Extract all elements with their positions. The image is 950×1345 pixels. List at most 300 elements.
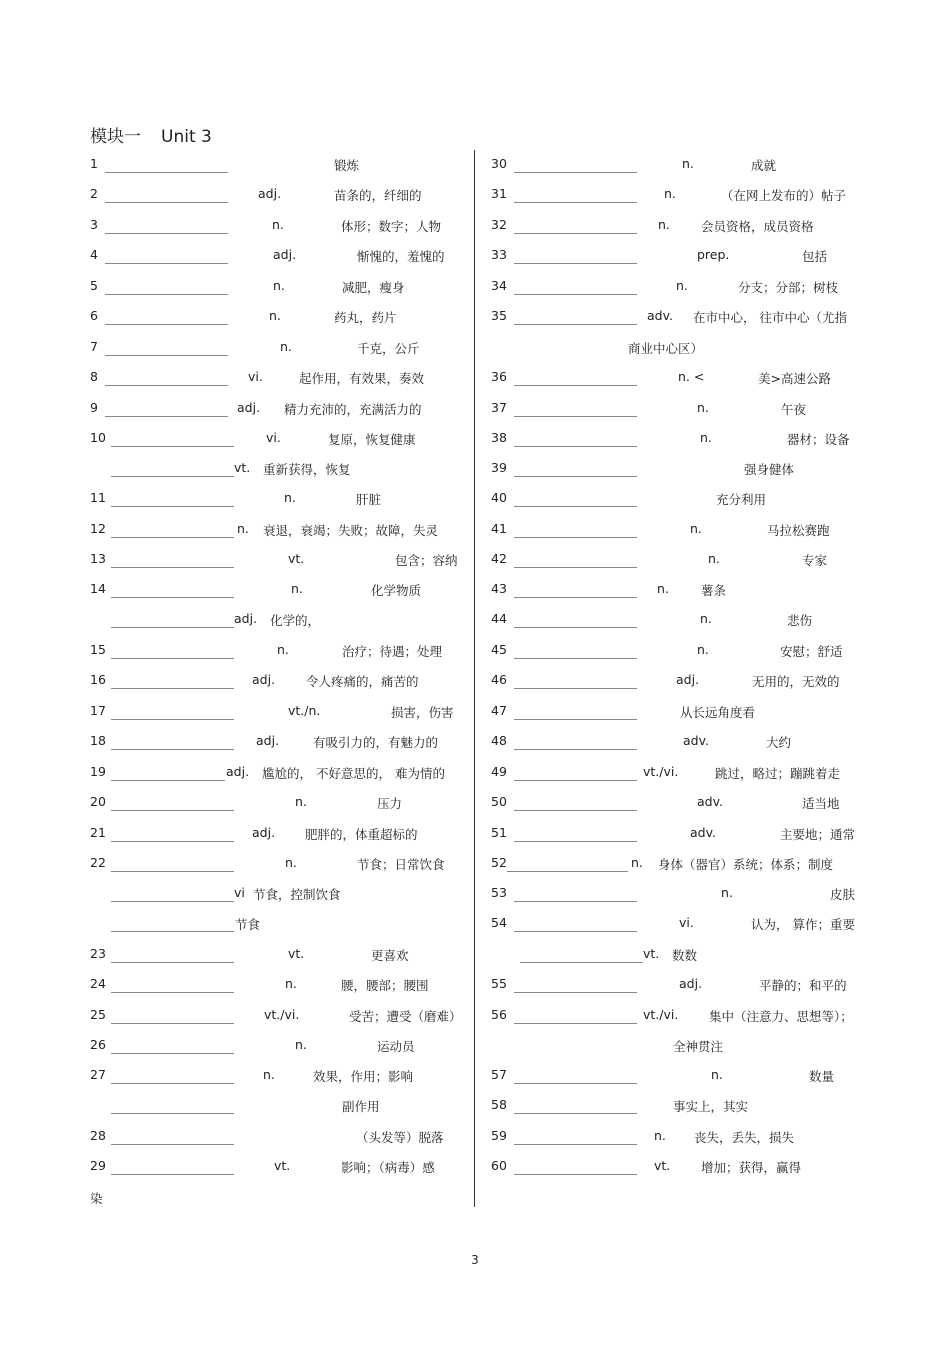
- item-number: 40: [491, 490, 507, 505]
- part-of-speech: adv.: [647, 308, 673, 323]
- answer-blank[interactable]: [514, 416, 637, 417]
- meaning-text: 跳过，略过；蹦跳着走: [715, 766, 841, 781]
- item-number: 25: [90, 1007, 106, 1022]
- item-number: 31: [491, 186, 507, 201]
- answer-blank[interactable]: [105, 233, 228, 234]
- meaning-text: 包含；容纳: [395, 553, 458, 568]
- vocab-row: [491, 642, 871, 662]
- part-of-speech: vt./vi.: [643, 1007, 679, 1022]
- vocab-row: [491, 825, 871, 845]
- answer-blank[interactable]: [514, 324, 637, 325]
- meaning-text: 丧失，丢失，损失: [694, 1130, 795, 1145]
- item-number: 48: [491, 733, 507, 748]
- item-number: 57: [491, 1067, 507, 1082]
- meaning-text: 治疗；待遇；处理: [342, 644, 443, 659]
- meaning-text: 化学物质: [371, 583, 422, 598]
- meaning-text: 薯条: [701, 583, 727, 598]
- answer-blank[interactable]: [111, 931, 234, 932]
- item-number: 28: [90, 1128, 106, 1143]
- vocab-row: [90, 400, 470, 420]
- meaning-text: 大约: [766, 735, 792, 750]
- vocab-row: [491, 1097, 871, 1117]
- answer-blank[interactable]: [111, 597, 234, 598]
- item-number: 14: [90, 581, 106, 596]
- answer-blank[interactable]: [514, 597, 637, 598]
- meaning-text: 增加；获得，赢得: [701, 1160, 802, 1175]
- answer-blank[interactable]: [111, 780, 225, 781]
- part-of-speech: vt.: [288, 551, 305, 566]
- part-of-speech: n.: [273, 278, 285, 293]
- item-number: 50: [491, 794, 507, 809]
- part-of-speech: vt.: [274, 1158, 291, 1173]
- part-of-speech: n.: [697, 642, 709, 657]
- answer-blank[interactable]: [520, 962, 643, 963]
- item-number: 32: [491, 217, 507, 232]
- part-of-speech: vt./vi.: [264, 1007, 300, 1022]
- answer-blank[interactable]: [111, 1174, 234, 1175]
- answer-blank[interactable]: [111, 476, 234, 477]
- part-of-speech: vi.: [248, 369, 263, 384]
- vocab-row: [90, 1128, 470, 1148]
- meaning-text: 效果，作用；影响: [313, 1069, 414, 1084]
- vocab-row: [491, 217, 871, 237]
- meaning-text: 悲伤: [787, 613, 813, 628]
- answer-blank[interactable]: [105, 263, 228, 264]
- part-of-speech: adj.: [252, 825, 276, 840]
- part-of-speech: n.: [272, 217, 284, 232]
- vocab-row: [491, 1067, 871, 1087]
- answer-blank[interactable]: [514, 172, 637, 173]
- answer-blank[interactable]: [514, 1023, 637, 1024]
- column-divider: [474, 150, 475, 1207]
- part-of-speech: vi.: [266, 430, 281, 445]
- vocab-row: [90, 490, 470, 510]
- part-of-speech: n.: [237, 521, 249, 536]
- meaning-text: 锻炼: [334, 158, 360, 173]
- part-of-speech: n.: [284, 490, 296, 505]
- item-number: 18: [90, 733, 106, 748]
- part-of-speech: n.: [700, 611, 712, 626]
- answer-blank[interactable]: [105, 324, 228, 325]
- answer-blank[interactable]: [514, 627, 637, 628]
- answer-blank[interactable]: [514, 810, 637, 811]
- vocab-row: [90, 825, 470, 845]
- meaning-text: 惭愧的，羞愧的: [357, 249, 445, 264]
- part-of-speech: vt./vi.: [643, 764, 679, 779]
- answer-blank[interactable]: [514, 1174, 637, 1175]
- part-of-speech: n.: [697, 400, 709, 415]
- answer-blank[interactable]: [514, 841, 637, 842]
- vocab-row: [491, 794, 871, 814]
- answer-blank[interactable]: [105, 385, 228, 386]
- part-of-speech: n.: [682, 156, 694, 171]
- vocab-row: [90, 1097, 470, 1117]
- part-of-speech: adv.: [690, 825, 716, 840]
- meaning-text: 染: [90, 1191, 103, 1206]
- meaning-text: 腰，腰部；腰围: [341, 978, 429, 993]
- meaning-text: 肥胖的，体重超标的: [305, 827, 418, 842]
- vocab-row: [491, 278, 871, 298]
- meaning-text: 认为， 算作；重要: [751, 917, 855, 932]
- item-number: 22: [90, 855, 106, 870]
- answer-blank[interactable]: [514, 202, 637, 203]
- part-of-speech: vt.: [288, 946, 305, 961]
- vocab-row: [90, 430, 470, 450]
- meaning-text: 肝脏: [356, 492, 382, 507]
- item-number: 30: [491, 156, 507, 171]
- item-number: 43: [491, 581, 507, 596]
- vocab-row: [90, 1007, 470, 1027]
- item-number: 41: [491, 521, 507, 536]
- vocab-row: [491, 855, 871, 875]
- vocab-row: [491, 400, 871, 420]
- part-of-speech: n.: [263, 1067, 275, 1082]
- vocab-row: [90, 247, 470, 267]
- answer-blank[interactable]: [514, 506, 637, 507]
- part-of-speech: n.: [657, 581, 669, 596]
- answer-blank[interactable]: [111, 506, 234, 507]
- part-of-speech: vt.: [654, 1158, 671, 1173]
- answer-blank[interactable]: [111, 567, 234, 568]
- item-number: 37: [491, 400, 507, 415]
- vocab-row: [90, 581, 470, 601]
- meaning-text: 马拉松赛跑: [767, 523, 830, 538]
- item-number: 20: [90, 794, 106, 809]
- answer-blank[interactable]: [105, 294, 228, 295]
- meaning-text: 成就: [751, 158, 777, 173]
- part-of-speech: n.: [654, 1128, 666, 1143]
- answer-blank[interactable]: [514, 749, 637, 750]
- meaning-text: 影响；（病毒）感: [341, 1160, 435, 1175]
- vocab-row: [491, 247, 871, 267]
- item-number: 49: [491, 764, 507, 779]
- item-number: 17: [90, 703, 106, 718]
- answer-blank[interactable]: [105, 355, 228, 356]
- vocab-row: [491, 703, 871, 723]
- meaning-text: 充分利用: [716, 492, 767, 507]
- vocab-row: [491, 308, 871, 328]
- part-of-speech: n.: [295, 1037, 307, 1052]
- vocab-row: [90, 156, 470, 176]
- answer-blank[interactable]: [514, 385, 637, 386]
- vocab-row: [491, 460, 871, 480]
- item-number: 21: [90, 825, 106, 840]
- part-of-speech: n.: [291, 581, 303, 596]
- part-of-speech: n.: [690, 521, 702, 536]
- part-of-speech: adj.: [676, 672, 700, 687]
- item-number: 45: [491, 642, 507, 657]
- meaning-text: （在网上发布的）帖子: [721, 188, 847, 203]
- vocab-row: [491, 581, 871, 601]
- part-of-speech: n.: [708, 551, 720, 566]
- answer-blank[interactable]: [514, 688, 637, 689]
- meaning-text: 包括: [802, 249, 828, 264]
- meaning-text: 有吸引力的，有魅力的: [313, 735, 439, 750]
- item-number: 34: [491, 278, 507, 293]
- answer-blank[interactable]: [111, 1144, 234, 1145]
- item-number: 19: [90, 764, 106, 779]
- meaning-text: 全神贯注: [673, 1039, 724, 1054]
- part-of-speech: n.: [711, 1067, 723, 1082]
- part-of-speech: n.: [295, 794, 307, 809]
- vocab-row: [90, 855, 470, 875]
- meaning-text: （头发等）脱落: [356, 1130, 444, 1145]
- vocab-row: [491, 764, 871, 784]
- vocab-row: [491, 521, 871, 541]
- item-number: 59: [491, 1128, 507, 1143]
- item-number: 1: [90, 156, 98, 171]
- vocab-row: [90, 733, 470, 753]
- part-of-speech: n.: [269, 308, 281, 323]
- page-number: 3: [471, 1253, 479, 1267]
- vocab-row: [90, 976, 470, 996]
- part-of-speech: n.: [277, 642, 289, 657]
- item-number: 13: [90, 551, 106, 566]
- part-of-speech: vi.: [679, 915, 694, 930]
- meaning-text: 美>高速公路: [758, 371, 831, 386]
- vocab-row: [491, 1128, 871, 1148]
- meaning-text: 千克，公斤: [357, 341, 420, 356]
- meaning-text: 化学的，: [270, 613, 321, 628]
- answer-blank[interactable]: [514, 1144, 637, 1145]
- vocab-row: [491, 672, 871, 692]
- item-number: 60: [491, 1158, 507, 1173]
- answer-blank[interactable]: [111, 537, 234, 538]
- vocab-row: [90, 946, 470, 966]
- meaning-text: 苗条的，纤细的: [334, 188, 422, 203]
- part-of-speech: n.: [658, 217, 670, 232]
- answer-blank[interactable]: [507, 871, 628, 872]
- meaning-text: 减肥，瘦身: [342, 280, 405, 295]
- vocab-row: [90, 1067, 470, 1087]
- item-number: 42: [491, 551, 507, 566]
- vocab-row: [90, 1158, 470, 1178]
- vocab-row: [90, 915, 470, 935]
- meaning-text: 分支；分部；树枝: [738, 280, 839, 295]
- vocab-row: [491, 490, 871, 510]
- meaning-text: 事实上，其实: [673, 1099, 749, 1114]
- vocab-row: [491, 915, 871, 935]
- item-number: 55: [491, 976, 507, 991]
- vocab-row: [90, 672, 470, 692]
- meaning-text: 更喜欢: [371, 948, 409, 963]
- vocab-row: [90, 1037, 470, 1057]
- meaning-text: 会员资格，成员资格: [701, 219, 814, 234]
- vocab-row: [491, 430, 871, 450]
- part-of-speech: n.: [676, 278, 688, 293]
- vocab-row: [491, 733, 871, 753]
- item-number: 16: [90, 672, 106, 687]
- item-number: 12: [90, 521, 106, 536]
- part-of-speech: adj.: [252, 672, 276, 687]
- meaning-text: 压力: [377, 796, 403, 811]
- meaning-text: 身体（器官）系统；体系；制度: [658, 857, 834, 872]
- answer-blank[interactable]: [514, 233, 637, 234]
- item-number: 24: [90, 976, 106, 991]
- part-of-speech: adj.: [234, 611, 258, 626]
- part-of-speech: n.: [631, 855, 643, 870]
- item-number: 15: [90, 642, 106, 657]
- vocab-row: [90, 369, 470, 389]
- part-of-speech: n.: [280, 339, 292, 354]
- meaning-text: 节食，控制饮食: [253, 887, 341, 902]
- vocab-row: [491, 369, 871, 389]
- meaning-text: 平静的；和平的: [759, 978, 847, 993]
- answer-blank[interactable]: [514, 780, 637, 781]
- meaning-text: 令人疼痛的，痛苦的: [306, 674, 419, 689]
- part-of-speech: n. <: [678, 369, 705, 384]
- answer-blank[interactable]: [514, 567, 637, 568]
- module-label: 模块一: [90, 127, 141, 147]
- item-number: 29: [90, 1158, 106, 1173]
- meaning-text: 器材；设备: [787, 432, 850, 447]
- part-of-speech: vt./n.: [288, 703, 321, 718]
- answer-blank[interactable]: [514, 1083, 637, 1084]
- part-of-speech: adj.: [273, 247, 297, 262]
- answer-blank[interactable]: [514, 931, 637, 932]
- meaning-text: 强身健体: [744, 462, 795, 477]
- meaning-text: 体形；数字；人物: [341, 219, 442, 234]
- answer-blank[interactable]: [105, 172, 228, 173]
- meaning-text: 副作用: [342, 1099, 380, 1114]
- item-number: 6: [90, 308, 98, 323]
- item-number: 56: [491, 1007, 507, 1022]
- answer-blank[interactable]: [514, 901, 637, 902]
- answer-blank[interactable]: [111, 688, 234, 689]
- answer-blank[interactable]: [105, 416, 228, 417]
- item-number: 52: [491, 855, 507, 870]
- meaning-text: 从长远角度看: [680, 705, 756, 720]
- vocab-row: [90, 794, 470, 814]
- vocab-row: [90, 339, 470, 359]
- answer-blank[interactable]: [111, 992, 234, 993]
- part-of-speech: n.: [285, 855, 297, 870]
- meaning-text: 衰退，衰竭；失败；故障，失灵: [263, 523, 439, 538]
- answer-blank[interactable]: [111, 901, 234, 902]
- vocab-row: [90, 278, 470, 298]
- unit-label: Unit 3: [161, 127, 212, 147]
- vocab-row: [90, 611, 470, 631]
- item-number: 51: [491, 825, 507, 840]
- vocab-row: [491, 976, 871, 996]
- part-of-speech: prep.: [697, 247, 730, 262]
- vocab-row: [491, 946, 871, 966]
- meaning-text: 主要地；通常: [780, 827, 856, 842]
- vocab-row: [491, 186, 871, 206]
- meaning-text: 数量: [809, 1069, 835, 1084]
- vocab-row: [90, 642, 470, 662]
- vocab-row: [491, 611, 871, 631]
- vocab-row: [90, 460, 470, 480]
- part-of-speech: adj.: [237, 400, 261, 415]
- part-of-speech: vi: [234, 885, 245, 900]
- vocab-row: [491, 156, 871, 176]
- item-number: 33: [491, 247, 507, 262]
- answer-blank[interactable]: [514, 658, 637, 659]
- vocab-row: [90, 703, 470, 723]
- answer-blank[interactable]: [514, 719, 637, 720]
- answer-blank[interactable]: [111, 1023, 234, 1024]
- meaning-text: 药丸，药片: [334, 310, 397, 325]
- answer-blank[interactable]: [111, 962, 234, 963]
- vocab-row: [491, 551, 871, 571]
- part-of-speech: n.: [721, 885, 733, 900]
- vocab-row: [491, 885, 871, 905]
- meaning-text: 皮肤: [830, 887, 856, 902]
- item-number: 38: [491, 430, 507, 445]
- item-number: 58: [491, 1097, 507, 1112]
- item-number: 36: [491, 369, 507, 384]
- item-number: 39: [491, 460, 507, 475]
- meaning-text: 尴尬的， 不好意思的， 难为情的: [262, 766, 445, 781]
- answer-blank[interactable]: [111, 871, 234, 872]
- answer-blank[interactable]: [514, 476, 637, 477]
- answer-blank[interactable]: [111, 627, 234, 628]
- answer-blank[interactable]: [111, 1083, 234, 1084]
- vocab-row: [90, 551, 470, 571]
- meaning-text: 复原，恢复健康: [328, 432, 416, 447]
- meaning-text: 运动员: [377, 1039, 415, 1054]
- answer-blank[interactable]: [514, 294, 637, 295]
- meaning-text: 节食；日常饮食: [357, 857, 445, 872]
- item-number: 35: [491, 308, 507, 323]
- vocab-row: [491, 339, 871, 359]
- answer-blank[interactable]: [111, 1053, 234, 1054]
- answer-blank[interactable]: [514, 263, 637, 264]
- meaning-text: 数数: [672, 948, 698, 963]
- vocab-row: [90, 186, 470, 206]
- item-number: 23: [90, 946, 106, 961]
- answer-blank[interactable]: [514, 446, 637, 447]
- item-number: 27: [90, 1067, 106, 1082]
- answer-blank[interactable]: [514, 1113, 637, 1114]
- item-number: 7: [90, 339, 98, 354]
- item-number: 53: [491, 885, 507, 900]
- vocab-row: [90, 764, 470, 784]
- part-of-speech: vt.: [234, 460, 251, 475]
- item-number: 10: [90, 430, 106, 445]
- answer-blank[interactable]: [514, 992, 637, 993]
- item-number: 3: [90, 217, 98, 232]
- answer-blank[interactable]: [105, 202, 228, 203]
- meaning-text: 在市中心， 往市中心（尤指: [693, 310, 847, 325]
- part-of-speech: adj.: [256, 733, 280, 748]
- answer-blank[interactable]: [111, 446, 234, 447]
- meaning-text: 起作用，有效果，奏效: [299, 371, 425, 386]
- answer-blank[interactable]: [111, 658, 234, 659]
- part-of-speech: vt.: [643, 946, 660, 961]
- meaning-text: 节食: [235, 917, 261, 932]
- part-of-speech: adj.: [226, 764, 250, 779]
- vocab-row: [90, 308, 470, 328]
- answer-blank[interactable]: [111, 1113, 234, 1114]
- answer-blank[interactable]: [111, 841, 234, 842]
- vocab-row: [90, 217, 470, 237]
- item-number: 47: [491, 703, 507, 718]
- item-number: 9: [90, 400, 98, 415]
- vocab-row: [90, 521, 470, 541]
- answer-blank[interactable]: [111, 719, 234, 720]
- meaning-text: 适当地: [802, 796, 840, 811]
- answer-blank[interactable]: [514, 537, 637, 538]
- meaning-text: 商业中心区）: [628, 341, 704, 356]
- answer-blank[interactable]: [111, 749, 234, 750]
- item-number: 4: [90, 247, 98, 262]
- part-of-speech: n.: [285, 976, 297, 991]
- part-of-speech: adj.: [679, 976, 703, 991]
- answer-blank[interactable]: [111, 810, 234, 811]
- meaning-text: 无用的，无效的: [752, 674, 840, 689]
